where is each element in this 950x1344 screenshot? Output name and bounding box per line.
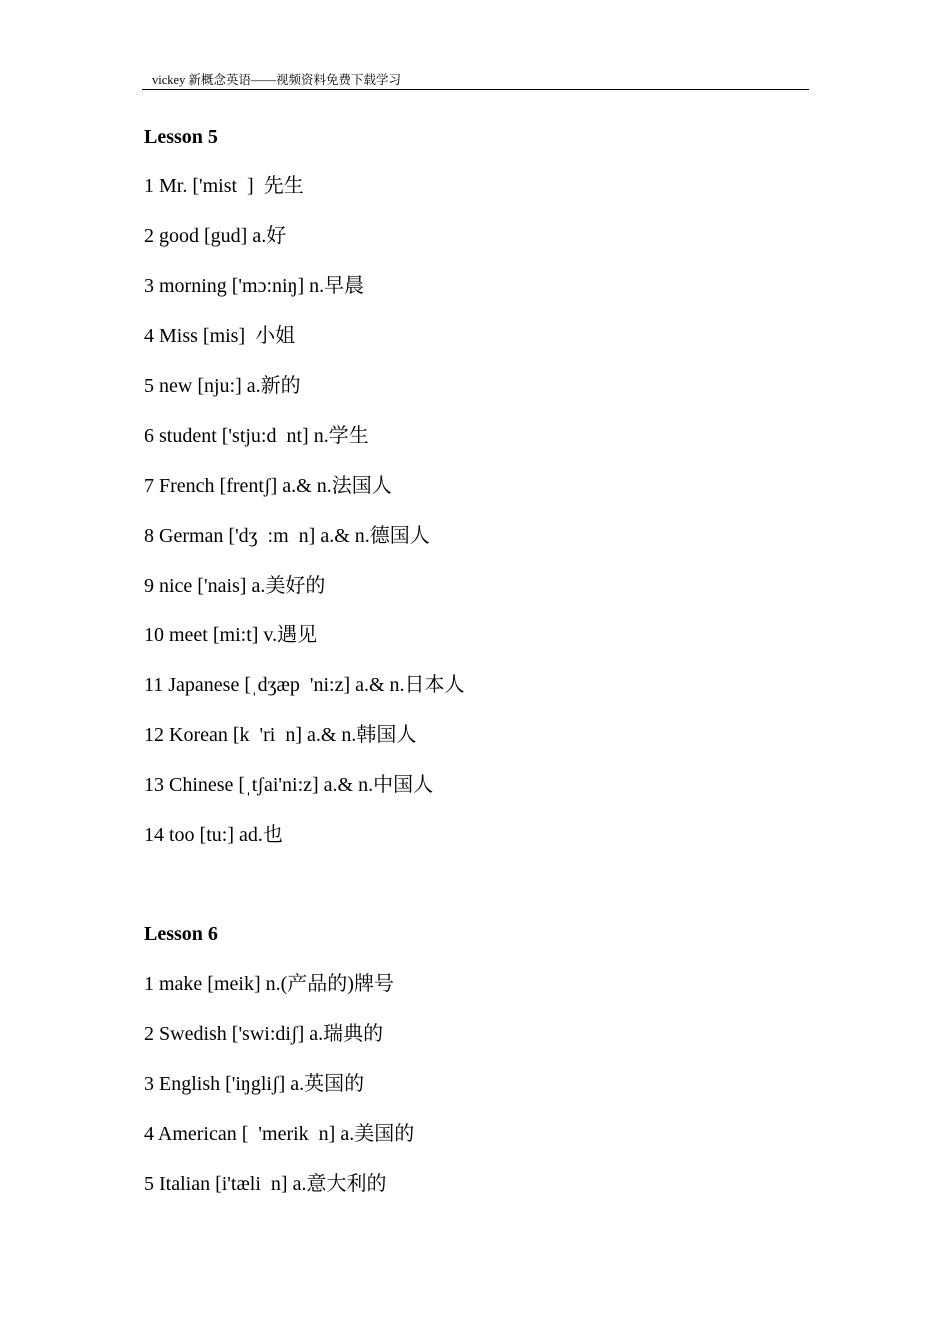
vocab-entry: 4 American [ 'merik n] a.美国的 xyxy=(144,1123,415,1145)
vocab-entry: 11 Japanese [ˌdʒæp 'ni:z] a.& n.日本人 xyxy=(144,674,465,696)
vocab-entry: 3 English ['iŋgliʃ] a.英国的 xyxy=(144,1073,365,1095)
vocab-entry: 5 new [nju:] a.新的 xyxy=(144,375,301,397)
header-text: vickey 新概念英语——视频资料免费下载学习 xyxy=(152,73,401,87)
vocab-entry: 4 Miss [mis] 小姐 xyxy=(144,325,296,347)
vocab-entry: 13 Chinese [ˌtʃai'ni:z] a.& n.中国人 xyxy=(144,774,434,796)
vocab-entry: 5 Italian [i'tæli n] a.意大利的 xyxy=(144,1173,387,1195)
vocab-entry: 14 too [tu:] ad.也 xyxy=(144,824,283,846)
vocab-entry: 8 German ['dʒ :m n] a.& n.德国人 xyxy=(144,525,430,547)
vocab-entry: 6 student ['stju:d nt] n.学生 xyxy=(144,425,369,447)
vocab-entry: 9 nice ['nais] a.美好的 xyxy=(144,575,326,597)
lesson-title: Lesson 6 xyxy=(144,923,218,945)
vocab-entry: 3 morning ['mɔ:niŋ] n.早晨 xyxy=(144,275,365,297)
lesson-title: Lesson 5 xyxy=(144,126,218,148)
vocab-entry: 1 Mr. ['mist ] 先生 xyxy=(144,175,304,197)
vocab-entry: 12 Korean [k 'ri n] a.& n.韩国人 xyxy=(144,724,417,746)
vocab-entry: 1 make [meik] n.(产品的)牌号 xyxy=(144,973,394,995)
vocab-entry: 2 good [gud] a.好 xyxy=(144,225,287,247)
vocab-entry: 2 Swedish ['swi:diʃ] a.瑞典的 xyxy=(144,1023,384,1045)
vocab-entry: 7 French [frentʃ] a.& n.法国人 xyxy=(144,475,392,497)
page-header xyxy=(142,72,809,90)
vocab-entry: 10 meet [mi:t] v.遇见 xyxy=(144,624,318,646)
